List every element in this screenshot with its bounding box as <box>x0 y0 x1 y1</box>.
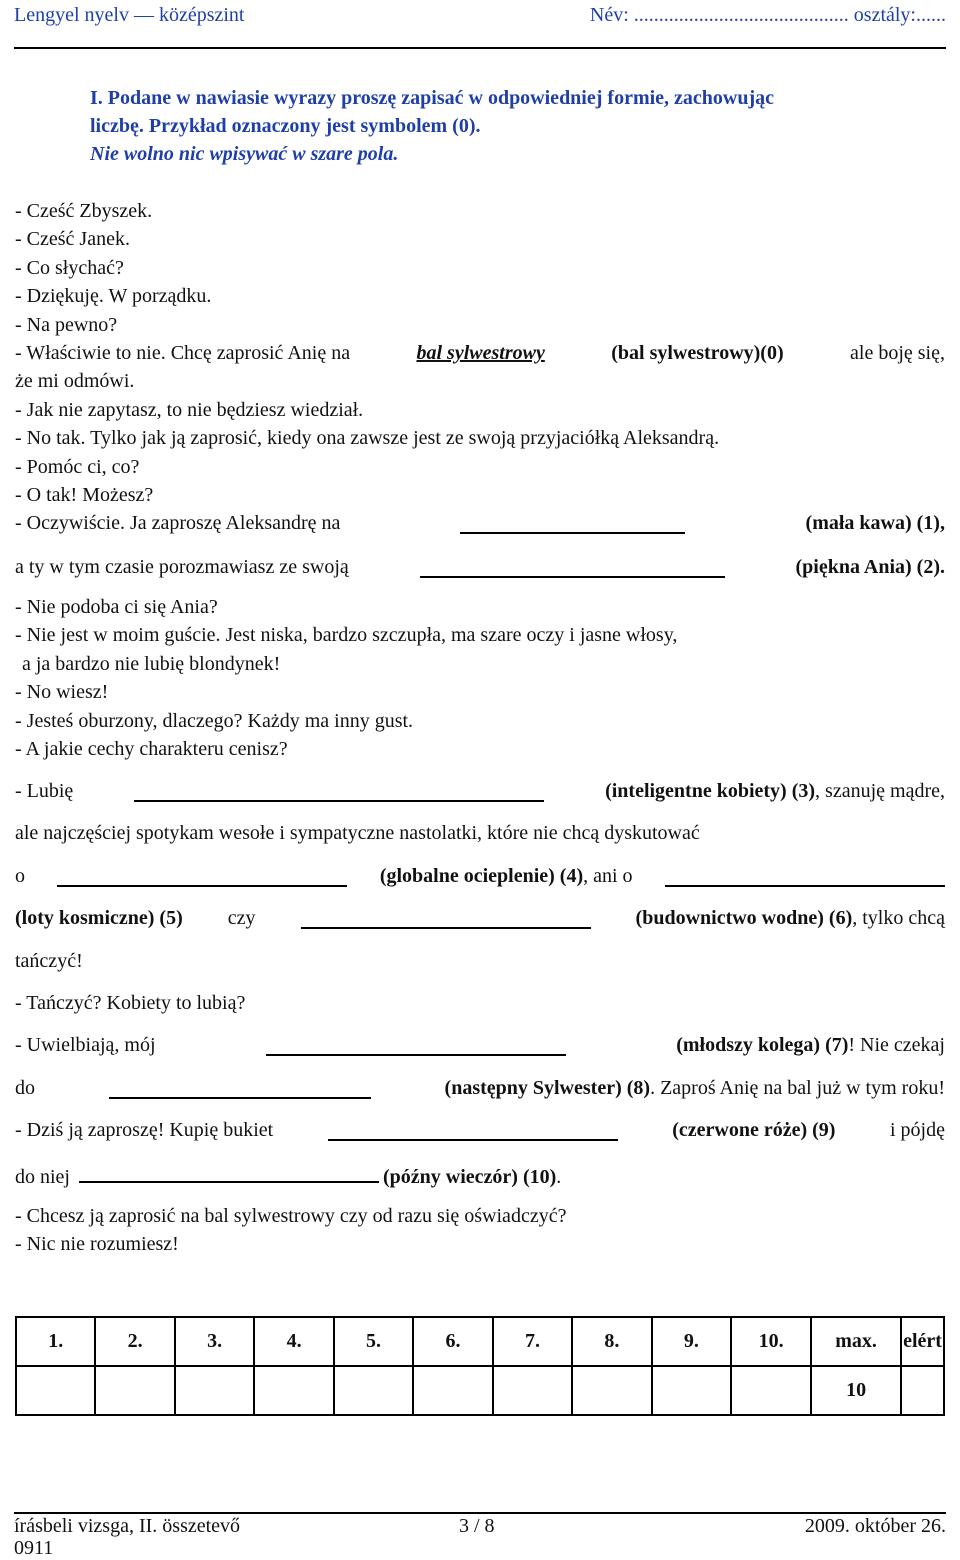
footer-exam-part: írásbeli vizsga, II. összetevő <box>14 1515 241 1537</box>
page-header <box>14 0 946 36</box>
dialogue-text: - Dziś ją zaproszę! Kupię bukiet <box>15 1119 274 1141</box>
dialogue-line: - No wiesz! <box>15 681 109 703</box>
score-label-max: max. <box>811 1317 901 1366</box>
score-label: 6. <box>413 1317 492 1366</box>
score-label: 5. <box>334 1317 413 1366</box>
dialogue-line: - Jesteś oburzony, dlaczego? Każdy ma inny gust. <box>15 710 414 732</box>
dialogue-text: . <box>556 1166 562 1188</box>
dialogue-line: - Cześć Zbyszek. <box>15 200 153 222</box>
instruction-line-1: I. Podane w nawiasie wyrazy proszę zapisać w odpowiedniej formie, zachowując <box>90 87 775 109</box>
score-cell[interactable] <box>572 1366 651 1415</box>
dialogue-text: o <box>15 865 25 887</box>
gap-line-1 <box>15 512 945 535</box>
score-cell[interactable] <box>731 1366 811 1415</box>
dialogue-line: - No tak. Tylko jak ją zaprosić, kiedy ona zawsze jest ze swoją przyjaciółką Aleksandrą. <box>15 427 720 449</box>
dialogue-text: - Lubię <box>15 780 74 802</box>
score-table <box>15 1316 945 1416</box>
gap-line-9 <box>15 1119 945 1142</box>
answer-blank-4[interactable] <box>57 865 347 887</box>
gap-line-8 <box>15 1077 945 1100</box>
dialogue-line: - Nie podoba ci się Ania? <box>15 596 218 618</box>
dialogue-text: do niej <box>15 1166 70 1188</box>
footer-date: 2009. október 26. <box>804 1515 946 1537</box>
dialogue-line: - Pomóc ci, co? <box>15 456 140 478</box>
hint-5: (loty kosmiczne) (5) <box>15 907 183 929</box>
dialogue-line: - Jak nie zapytasz, to nie będziesz wiedział. <box>15 399 364 421</box>
gap-line-5-6 <box>15 907 945 930</box>
answer-blank-8[interactable] <box>109 1077 371 1099</box>
gap-line-10 <box>15 1161 561 1189</box>
score-cell[interactable] <box>493 1366 572 1415</box>
dialogue-line: że mi odmówi. <box>15 370 135 392</box>
dialogue-line <box>15 822 945 845</box>
dialogue-line: - Tańczyć? Kobiety to lubią? <box>15 992 246 1014</box>
dialogue-line: - Dziękuję. W porządku. <box>15 285 212 307</box>
dialogue-text: do <box>15 1077 35 1099</box>
dialogue-text: , szanuję mądre, <box>815 780 945 802</box>
hint-7: (młodszy kolega) (7) <box>676 1034 849 1056</box>
answer-blank-3[interactable] <box>134 780 544 802</box>
score-label: 2. <box>95 1317 174 1366</box>
score-cell[interactable] <box>254 1366 333 1415</box>
score-max-value: 10 <box>811 1366 901 1415</box>
score-header-row <box>16 1317 944 1366</box>
instruction-line-2: liczbę. Przykład oznaczony jest symbolem (0). <box>90 115 481 137</box>
header-name-class: Név: ........................................... osztály:...... <box>589 4 946 26</box>
footer-divider <box>14 1512 946 1514</box>
answer-blank-9[interactable] <box>328 1119 618 1141</box>
score-label: 10. <box>731 1317 811 1366</box>
answer-blank-1[interactable] <box>460 512 685 534</box>
score-cell[interactable] <box>652 1366 731 1415</box>
answer-blank-10[interactable] <box>79 1161 379 1183</box>
dialogue-line: tańczyć! <box>15 950 83 972</box>
score-label: 8. <box>572 1317 651 1366</box>
dialogue-line: - A jakie cechy charakteru cenisz? <box>15 738 288 760</box>
dialogue-text: - Właściwie to nie. Chcę zaprosić Anię na <box>15 342 351 364</box>
hint-2: (piękna Ania) (2). <box>795 556 945 578</box>
footer-code: 0911 <box>14 1537 54 1559</box>
dialogue-line: - Nic nie rozumiesz! <box>15 1233 179 1255</box>
score-label: 1. <box>16 1317 95 1366</box>
hint-6: (budownictwo wodne) (6) <box>635 907 853 929</box>
score-cell[interactable] <box>334 1366 413 1415</box>
score-cell[interactable] <box>413 1366 492 1415</box>
score-label: 4. <box>254 1317 333 1366</box>
score-label: 3. <box>175 1317 254 1366</box>
gap-line-4 <box>15 865 945 888</box>
score-value-row <box>16 1366 944 1415</box>
dialogue-line: - Cześć Janek. <box>15 228 130 250</box>
dialogue-line: - Na pewno? <box>15 314 118 336</box>
score-achieved-cell[interactable] <box>901 1366 944 1415</box>
header-divider <box>14 47 946 49</box>
hint-1: (mała kawa) (1), <box>805 512 945 534</box>
dialogue-text: - Nie jest w moim guście. Jest niska, bardzo szczupła, ma szare oczy i jasne włosy, <box>15 624 678 646</box>
dialogue-line: - O tak! Możesz? <box>15 484 154 506</box>
task-instructions <box>90 84 940 168</box>
hint-9: (czerwone róże) (9) <box>672 1119 836 1141</box>
dialogue-text: ale boję się, <box>850 342 945 364</box>
answer-blank-2[interactable] <box>420 556 725 578</box>
hint-10: (późny wieczór) (10) <box>383 1166 557 1188</box>
dialogue-line: a ja bardzo nie lubię blondynek! <box>22 653 281 675</box>
answer-blank-7[interactable] <box>266 1034 566 1056</box>
dialogue-line: - Co słychać? <box>15 257 124 279</box>
score-label: 9. <box>652 1317 731 1366</box>
example-hint: (bal sylwestrowy)(0) <box>611 342 784 364</box>
dialogue-text: i pójdę <box>889 1119 945 1141</box>
hint-3: (inteligentne kobiety) (3) <box>605 780 816 802</box>
score-label-achieved: elért <box>901 1317 944 1366</box>
score-label: 7. <box>493 1317 572 1366</box>
footer-page-number: 3 / 8 <box>459 1515 495 1537</box>
dialogue-text: ale najczęściej spotykam wesołe i sympatyczne nastolatki, które nie chcą dyskutować <box>15 822 700 844</box>
instruction-line-3: Nie wolno nic wpisywać w szare pola. <box>90 143 399 165</box>
score-cell[interactable] <box>95 1366 174 1415</box>
hint-8: (następny Sylwester) (8) <box>444 1077 651 1099</box>
dialogue-text: - Oczywiście. Ja zaproszę Aleksandrę na <box>15 512 341 534</box>
dialogue-text: a ty w tym czasie porozmawiasz ze swoją <box>15 556 349 578</box>
dialogue-text: czy <box>227 907 256 929</box>
dialogue-line <box>15 624 945 647</box>
dialogue-text: , tylko chcą <box>852 907 945 929</box>
dialogue-text: . Zaproś Anię na bal już w tym roku! <box>650 1077 945 1099</box>
header-subject: Lengyel nyelv — középszint <box>14 4 245 26</box>
answer-blank-6[interactable] <box>301 907 591 929</box>
gap-line-3 <box>15 780 945 803</box>
hint-4: (globalne ocieplenie) (4) <box>379 865 584 887</box>
score-cell[interactable] <box>16 1366 95 1415</box>
dialogue-text: - Uwielbiają, mój <box>15 1034 156 1056</box>
dialogue-text: , ani o <box>583 865 633 887</box>
gap-line-2 <box>15 556 945 579</box>
answer-blank-5[interactable] <box>665 865 945 887</box>
example-answer: bal sylwestrowy <box>416 342 545 364</box>
score-cell[interactable] <box>175 1366 254 1415</box>
dialogue-line-example <box>15 342 945 365</box>
dialogue-text: ! Nie czekaj <box>848 1034 945 1056</box>
dialogue-line: - Chcesz ją zaprosić na bal sylwestrowy czy od razu się oświadczyć? <box>15 1205 567 1227</box>
gap-line-7 <box>15 1034 945 1057</box>
